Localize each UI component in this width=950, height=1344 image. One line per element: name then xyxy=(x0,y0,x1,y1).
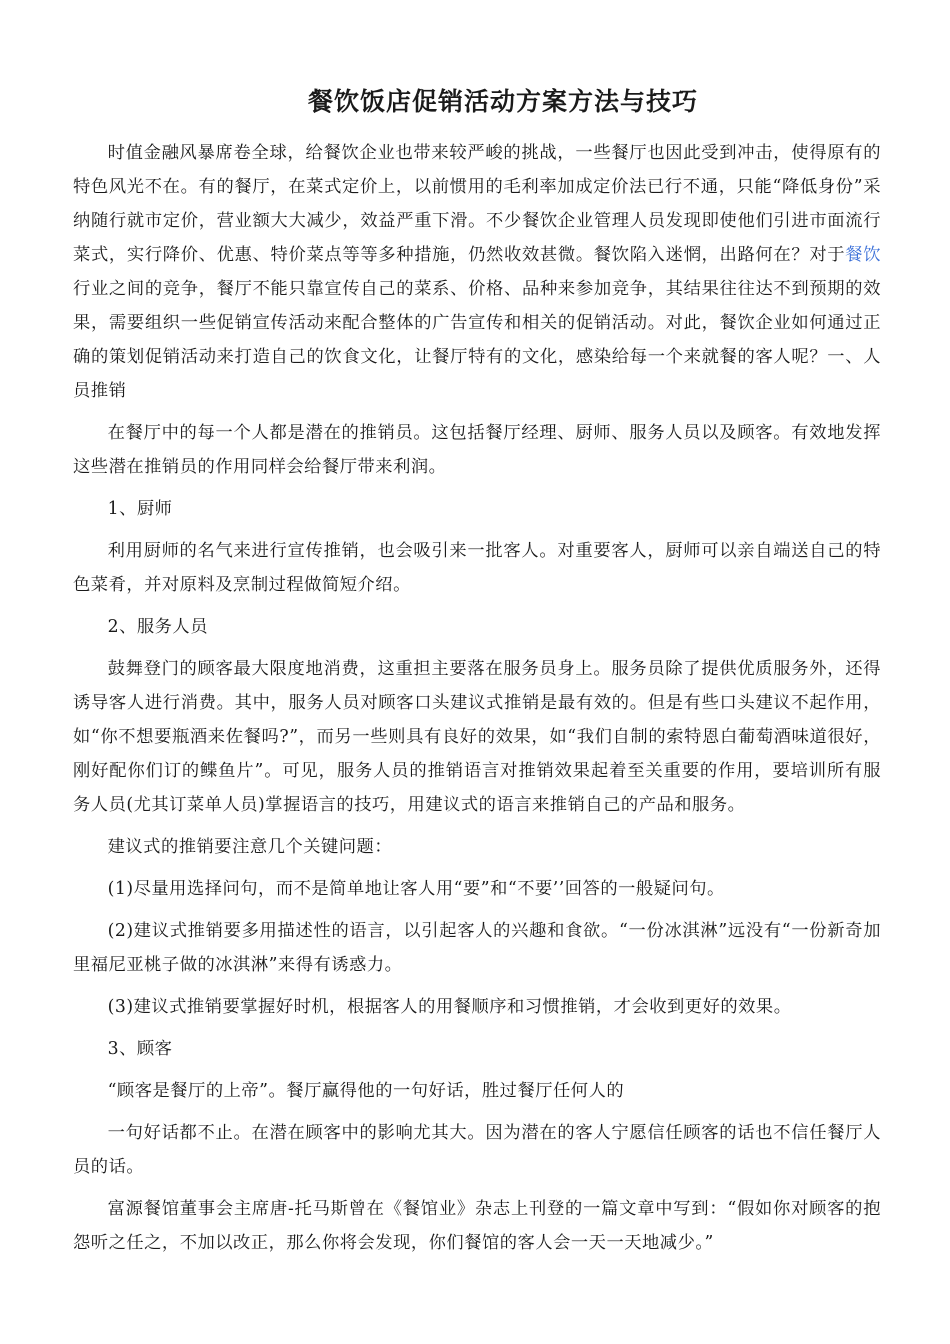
paragraph-chef: 利用厨师的名气来进行宣传推销，也会吸引来一批客人。对重要客人，厨师可以亲自端送自己的特色菜肴，并对原料及烹制过程做简短介绍。 xyxy=(73,541,881,595)
heading-service-staff: 2、服务人员 xyxy=(107,617,208,637)
paragraph-customer-quote: “顾客是餐厅的上帝”。餐厅赢得他的一句好话，胜过餐厅任何人的 xyxy=(107,1081,625,1101)
document-body xyxy=(73,136,881,1268)
paragraph-don-thomas: 富源餐馆董事会主席唐-托马斯曾在《餐馆业》杂志上刊登的一篇文章中写到：“假如你对顾客的抱怨听之任之，不加以改正，那么你将会发现，你们餐馆的客人会一天一天地减少。” xyxy=(73,1199,881,1253)
paragraph-intro xyxy=(73,136,881,408)
heading-chef: 1、厨师 xyxy=(107,499,173,519)
list-item-3: (3)建议式推销要掌握好时机，根据客人的用餐顺序和习惯推销，才会收到更好的效果。 xyxy=(107,997,792,1017)
paragraph-customer-influence: 一句好话都不止。在潜在顾客中的影响尤其大。因为潜在的客人宁愿信任顾客的话也不信任餐厅人员的话。 xyxy=(73,1123,881,1177)
paragraph-suggestive-selling: 建议式的推销要注意几个关键问题： xyxy=(107,837,393,857)
heading-customers: 3、顾客 xyxy=(107,1039,173,1059)
document-title: 餐饮饭店促销活动方案方法与技巧 xyxy=(307,87,698,116)
list-item-1: (1)尽量用选择问句，而不是简单地让客人用“要”和“不要’’回答的一般疑问句。 xyxy=(107,879,725,899)
paragraph-salespeople: 在餐厅中的每一个人都是潜在的推销员。这包括餐厅经理、厨师、服务人员以及顾客。有效地发挥这些潜在推销员的作用同样会给餐厅带来利润。 xyxy=(73,423,881,477)
paragraph-service-staff: 鼓舞登门的顾客最大限度地消费，这重担主要落在服务员身上。服务员除了提供优质服务外，还得诱导客人进行消费。其中，服务人员对顾客口头建议式推销是最有效的。但是有些口头建议不起作用，如“你不想要瓶酒来佐餐吗?”，而另一些则具有良好的效果，如“我们自制的索特恩白葡萄酒味道很好，刚好配你们订的鲽鱼片”。可见，服务人员的推销语言对推销效果起着至关重要的作用，要培训所有服务人员(尤其订菜单人员)掌握语言的技巧，用建议式的语言来推销自己的产品和服务。 xyxy=(73,659,881,815)
list-item-2: (2)建议式推销要多用描述性的语言，以引起客人的兴趣和食欲。“一份冰淇淋”远没有“一份新奇加里福尼亚桃子做的冰淇淋”来得有诱惑力。 xyxy=(73,921,881,975)
intro-text-before-link: 时值金融风暴席卷全球，给餐饮企业也带来较严峻的挑战，一些餐厅也因此受到冲击，使得原有的特色风光不在。有的餐厅，在菜式定价上，以前惯用的毛利率加成定价法已行不通，只能“降低身份”采纳随行就市定价，营业额大大减少，效益严重下滑。不少餐饮企业管理人员发现即使他们引进市面流行菜式，实行降价、优惠、特价菜点等等多种措施，仍然收效甚微。餐饮陷入迷惘，出路何在？对于 xyxy=(73,143,881,265)
catering-link[interactable]: 餐饮 xyxy=(845,245,881,265)
intro-text-after-link: 行业之间的竞争，餐厅不能只靠宣传自己的菜系、价格、品种来参加竞争，其结果往往达不到预期的效果，需要组织一些促销宣传活动来配合整体的广告宣传和相关的促销活动。对此，餐饮企业如何通过正确的策划促销活动来打造自己的饮食文化，让餐厅特有的文化，感染给每一个来就餐的客人呢？一、人员推销 xyxy=(73,279,881,401)
